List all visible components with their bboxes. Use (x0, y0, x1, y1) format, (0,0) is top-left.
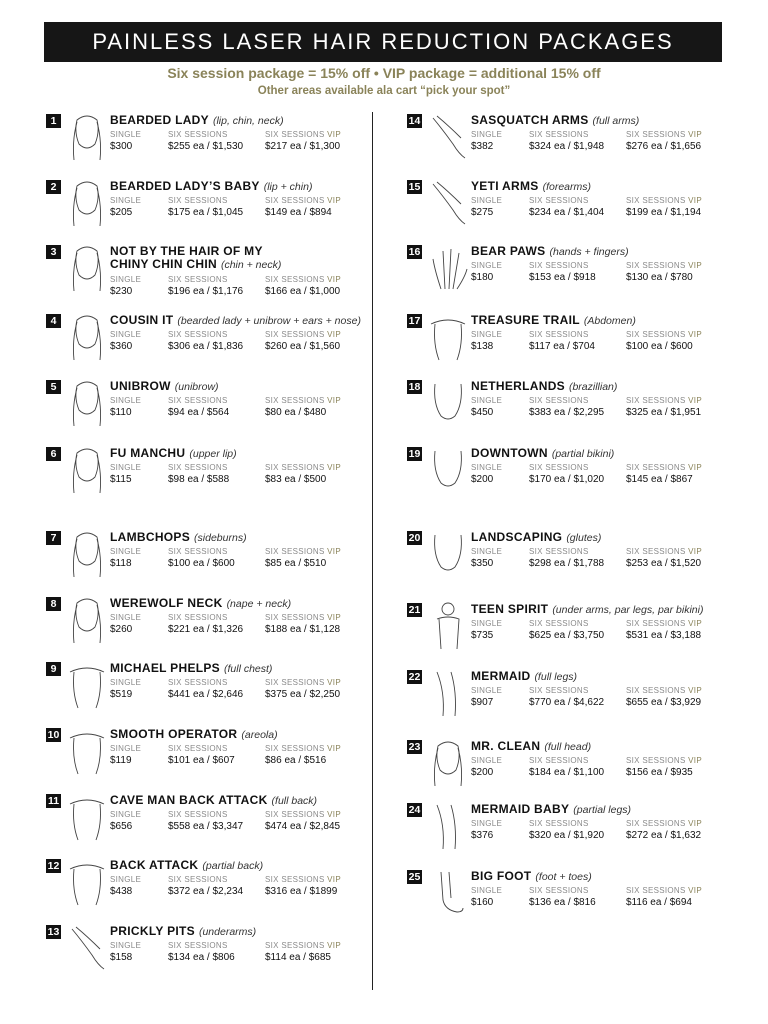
package-offer: Six session package = 15% off • VIP package = additional 15% off (167, 65, 601, 81)
package-item (407, 380, 737, 440)
six-sessions-price: $255 ea / $1,530 (168, 141, 244, 152)
six-sessions-label: SIX SESSIONS (529, 886, 589, 895)
vip-label: SIX SESSIONS VIP (265, 196, 341, 205)
face-icon (62, 376, 112, 430)
single-price: $360 (110, 341, 133, 352)
package-name: MERMAID BABY (471, 802, 570, 816)
treatment-area: (forearms) (542, 181, 592, 193)
treatment-area: (full legs) (534, 671, 578, 683)
package-name: CAVE MAN BACK ATTACK (110, 793, 268, 807)
treatment-area: (brazillian) (568, 381, 618, 393)
single-price: $350 (471, 558, 494, 569)
vip-label: SIX SESSIONS VIP (626, 619, 702, 628)
vip-label: SIX SESSIONS VIP (626, 547, 702, 556)
six-sessions-label: SIX SESSIONS (168, 330, 228, 339)
treatment-area: (foot + toes) (535, 871, 592, 883)
leg-icon (423, 666, 473, 720)
hips-icon (423, 443, 473, 497)
item-number: 18 (408, 381, 421, 393)
treatment-area: (full head) (544, 741, 592, 753)
six-sessions-price: $320 ea / $1,920 (529, 830, 605, 841)
package-name: BEARDED LADY’S BABY (110, 179, 260, 193)
package-name: WEREWOLF NECK (110, 596, 223, 610)
package-item (407, 870, 737, 930)
vip-price: $474 ea / $2,845 (265, 821, 341, 832)
single-price: $300 (110, 141, 133, 152)
package-item (407, 245, 737, 305)
six-sessions-price: $94 ea / $564 (168, 407, 230, 418)
item-number: 12 (47, 860, 60, 872)
vip-label: SIX SESSIONS VIP (265, 330, 341, 339)
single-price: $118 (110, 558, 132, 569)
six-sessions-price: $170 ea / $1,020 (529, 474, 605, 485)
item-number: 3 (46, 245, 61, 259)
package-name: BACK ATTACK (110, 858, 199, 872)
vip-label: SIX SESSIONS VIP (626, 196, 702, 205)
vip-price: $217 ea / $1,300 (265, 141, 341, 152)
single-label: SINGLE (110, 678, 142, 687)
vip-label: SIX SESSIONS VIP (265, 810, 341, 819)
single-label: SINGLE (471, 619, 503, 628)
treatment-area: (Abdomen) (583, 315, 636, 327)
six-sessions-price: $558 ea / $3,347 (168, 821, 244, 832)
six-sessions-price: $101 ea / $607 (168, 755, 235, 766)
single-label: SINGLE (110, 613, 142, 622)
single-price: $450 (471, 407, 494, 418)
face-icon (62, 593, 112, 647)
hips-icon (423, 376, 473, 430)
six-sessions-price: $306 ea / $1,836 (168, 341, 244, 352)
vip-price: $149 ea / $894 (265, 207, 332, 218)
face-icon (62, 241, 112, 295)
vip-label: SIX SESSIONS VIP (626, 396, 702, 405)
vip-price: $260 ea / $1,560 (265, 341, 341, 352)
single-label: SINGLE (110, 744, 142, 753)
vip-label: SIX SESSIONS VIP (265, 547, 341, 556)
single-label: SINGLE (471, 130, 503, 139)
item-number: 22 (408, 671, 421, 683)
single-label: SINGLE (110, 547, 142, 556)
item-number: 4 (46, 314, 61, 328)
package-item (46, 794, 376, 854)
vip-label: SIX SESSIONS VIP (626, 886, 702, 895)
item-number: 10 (47, 729, 60, 741)
package-name: COUSIN IT (110, 313, 174, 327)
face-icon (62, 443, 112, 497)
single-price: $110 (110, 407, 132, 418)
six-sessions-price: $324 ea / $1,948 (529, 141, 605, 152)
six-sessions-label: SIX SESSIONS (168, 941, 228, 950)
face-icon (62, 527, 112, 581)
treatment-area: (under arms, par legs, par bikini) (552, 604, 704, 616)
single-price: $382 (471, 141, 494, 152)
item-number: 17 (408, 315, 421, 327)
item-number: 16 (408, 246, 421, 258)
package-name: BEAR PAWS (471, 244, 546, 258)
torso-icon (62, 855, 112, 909)
face-icon (423, 736, 473, 790)
item-number: 24 (408, 804, 421, 816)
item-number: 23 (408, 741, 421, 753)
package-item (46, 728, 376, 788)
vip-price: $114 ea / $685 (265, 952, 331, 963)
treatment-area: (full back) (271, 795, 318, 807)
package-item (407, 603, 737, 663)
vip-price: $272 ea / $1,632 (626, 830, 702, 841)
leg-icon (423, 799, 473, 853)
face-icon (62, 176, 112, 230)
vip-label: SIX SESSIONS VIP (265, 396, 341, 405)
package-item (407, 114, 737, 174)
package-name: TEEN SPIRIT (471, 602, 549, 616)
foot-icon (423, 866, 473, 920)
package-item (46, 531, 376, 591)
treatment-area: (lip + chin) (263, 181, 313, 193)
package-item (46, 925, 376, 985)
package-item (46, 662, 376, 722)
single-label: SINGLE (110, 875, 142, 884)
package-item (46, 180, 376, 240)
package-item (407, 447, 737, 507)
single-price: $160 (471, 897, 494, 908)
page-title: PAINLESS LASER HAIR REDUCTION PACKAGES (44, 22, 722, 62)
vip-price: $145 ea / $867 (626, 474, 693, 485)
vip-label: SIX SESSIONS VIP (626, 261, 702, 270)
torso-icon (62, 790, 112, 844)
vip-price: $130 ea / $780 (626, 272, 693, 283)
treatment-area: (sideburns) (194, 532, 247, 544)
treatment-area: (bearded lady + unibrow + ears + nose) (177, 315, 361, 327)
six-sessions-price: $221 ea / $1,326 (168, 624, 244, 635)
six-sessions-price: $117 ea / $704 (529, 341, 595, 352)
body-icon (423, 599, 473, 653)
single-label: SINGLE (110, 463, 142, 472)
face-icon (62, 110, 112, 164)
six-sessions-label: SIX SESSIONS (168, 275, 228, 284)
package-name: FU MANCHU (110, 446, 186, 460)
single-label: SINGLE (471, 756, 503, 765)
single-price: $119 (110, 755, 132, 766)
vip-price: $80 ea / $480 (265, 407, 327, 418)
package-name: NETHERLANDS (471, 379, 565, 393)
item-number: 11 (47, 795, 60, 807)
single-price: $200 (471, 767, 494, 778)
vip-label: SIX SESSIONS VIP (626, 686, 702, 695)
six-sessions-price: $184 ea / $1,100 (529, 767, 605, 778)
package-item (407, 180, 737, 240)
six-sessions-label: SIX SESSIONS (529, 686, 589, 695)
single-price: $230 (110, 286, 133, 297)
vip-price: $86 ea / $516 (265, 755, 327, 766)
package-item (46, 114, 376, 174)
package-name: BEARDED LADY (110, 113, 209, 127)
hand-icon (423, 241, 473, 295)
six-sessions-label: SIX SESSIONS (529, 756, 589, 765)
package-item (46, 380, 376, 440)
six-sessions-label: SIX SESSIONS (168, 875, 228, 884)
six-sessions-label: SIX SESSIONS (168, 547, 228, 556)
vip-price: $276 ea / $1,656 (626, 141, 702, 152)
vip-price: $316 ea / $1899 (265, 886, 338, 897)
six-sessions-label: SIX SESSIONS (168, 678, 228, 687)
treatment-area: (partial back) (202, 860, 264, 872)
six-sessions-label: SIX SESSIONS (529, 196, 589, 205)
vip-label: SIX SESSIONS VIP (265, 275, 341, 284)
package-item (46, 597, 376, 657)
treatment-area: (upper lip) (189, 448, 237, 460)
six-sessions-label: SIX SESSIONS (529, 463, 589, 472)
package-name: YETI ARMS (471, 179, 539, 193)
six-sessions-price: $372 ea / $2,234 (168, 886, 244, 897)
package-item (407, 314, 737, 374)
six-sessions-price: $196 ea / $1,176 (168, 286, 244, 297)
six-sessions-label: SIX SESSIONS (168, 463, 228, 472)
single-label: SINGLE (471, 819, 503, 828)
package-name: UNIBROW (110, 379, 171, 393)
vip-label: SIX SESSIONS VIP (265, 463, 341, 472)
vip-price: $531 ea / $3,188 (626, 630, 702, 641)
vip-price: $325 ea / $1,951 (626, 407, 702, 418)
vip-label: SIX SESSIONS VIP (265, 941, 341, 950)
vip-price: $166 ea / $1,000 (265, 286, 341, 297)
treatment-area: (full chest) (224, 663, 273, 675)
package-item (407, 670, 737, 730)
six-sessions-price: $383 ea / $2,295 (529, 407, 605, 418)
item-number: 15 (408, 181, 421, 193)
single-price: $656 (110, 821, 133, 832)
hips-icon (423, 527, 473, 581)
single-label: SINGLE (471, 886, 503, 895)
item-number: 19 (408, 448, 421, 460)
package-name: LAMBCHOPS (110, 530, 191, 544)
package-item (46, 314, 376, 374)
six-sessions-label: SIX SESSIONS (168, 396, 228, 405)
package-name: TREASURE TRAIL (471, 313, 580, 327)
six-sessions-label: SIX SESSIONS (529, 396, 589, 405)
arm-icon (423, 110, 473, 164)
single-label: SINGLE (110, 810, 142, 819)
six-sessions-price: $175 ea / $1,045 (168, 207, 244, 218)
treatment-area: (partial bikini) (551, 448, 615, 460)
six-sessions-label: SIX SESSIONS (529, 261, 589, 270)
vip-price: $188 ea / $1,128 (265, 624, 341, 635)
ala-carte-note: Other areas available ala cart “pick your spot” (257, 85, 511, 97)
vip-label: SIX SESSIONS VIP (626, 130, 702, 139)
vip-label: SIX SESSIONS VIP (265, 875, 341, 884)
package-name: SMOOTH OPERATOR (110, 727, 238, 741)
item-number: 1 (46, 114, 61, 128)
single-price: $138 (471, 341, 494, 352)
vip-label: SIX SESSIONS VIP (265, 130, 341, 139)
single-label: SINGLE (471, 463, 503, 472)
vip-label: SIX SESSIONS VIP (626, 463, 702, 472)
package-item (407, 803, 737, 863)
package-name: MR. CLEAN (471, 739, 541, 753)
single-price: $200 (471, 474, 494, 485)
single-label: SINGLE (110, 941, 142, 950)
six-sessions-price: $134 ea / $806 (168, 952, 235, 963)
six-sessions-label: SIX SESSIONS (529, 330, 589, 339)
torso-icon (423, 310, 473, 364)
package-name: PRICKLY PITS (110, 924, 195, 938)
vip-price: $85 ea / $510 (265, 558, 327, 569)
single-label: SINGLE (471, 330, 503, 339)
vip-price: $253 ea / $1,520 (626, 558, 702, 569)
single-label: SINGLE (471, 196, 503, 205)
single-label: SINGLE (110, 130, 142, 139)
treatment-area: (glutes) (566, 532, 602, 544)
six-sessions-price: $98 ea / $588 (168, 474, 230, 485)
package-name: SASQUATCH ARMS (471, 113, 589, 127)
single-label: SINGLE (110, 275, 142, 284)
single-price: $735 (471, 630, 494, 641)
single-label: SINGLE (471, 396, 503, 405)
single-price: $275 (471, 207, 494, 218)
single-label: SINGLE (471, 686, 503, 695)
six-sessions-price: $441 ea / $2,646 (168, 689, 244, 700)
six-sessions-price: $100 ea / $600 (168, 558, 235, 569)
treatment-area: (full arms) (592, 115, 640, 127)
vip-price: $116 ea / $694 (626, 897, 692, 908)
item-number: 13 (47, 926, 60, 938)
treatment-area: (partial legs) (573, 804, 632, 816)
package-name: NOT BY THE HAIR OF MY (110, 244, 263, 258)
six-sessions-label: SIX SESSIONS (529, 819, 589, 828)
six-sessions-label: SIX SESSIONS (168, 130, 228, 139)
treatment-area: (lip, chin, neck) (212, 115, 284, 127)
single-price: $205 (110, 207, 133, 218)
item-number: 6 (46, 447, 61, 461)
package-name-line2: CHINY CHIN CHIN (110, 257, 217, 271)
treatment-area: (hands + fingers) (549, 246, 629, 258)
six-sessions-price: $298 ea / $1,788 (529, 558, 605, 569)
vip-label: SIX SESSIONS VIP (626, 819, 702, 828)
six-sessions-label: SIX SESSIONS (168, 810, 228, 819)
single-price: $438 (110, 886, 133, 897)
vip-label: SIX SESSIONS VIP (265, 678, 341, 687)
package-name: MERMAID (471, 669, 531, 683)
package-name: MICHAEL PHELPS (110, 661, 220, 675)
arm-icon (62, 921, 112, 975)
six-sessions-price: $234 ea / $1,404 (529, 207, 605, 218)
six-sessions-label: SIX SESSIONS (168, 196, 228, 205)
single-label: SINGLE (110, 330, 142, 339)
vip-label: SIX SESSIONS VIP (265, 613, 341, 622)
item-number: 8 (46, 597, 61, 611)
six-sessions-price: $153 ea / $918 (529, 272, 596, 283)
package-name: DOWNTOWN (471, 446, 548, 460)
face-icon (62, 310, 112, 364)
vip-price: $375 ea / $2,250 (265, 689, 341, 700)
package-item (46, 245, 376, 305)
vip-price: $100 ea / $600 (626, 341, 693, 352)
item-number: 5 (46, 380, 61, 394)
vip-price: $655 ea / $3,929 (626, 697, 702, 708)
single-price: $907 (471, 697, 494, 708)
vip-price: $199 ea / $1,194 (626, 207, 702, 218)
vip-label: SIX SESSIONS VIP (626, 756, 702, 765)
six-sessions-label: SIX SESSIONS (529, 547, 589, 556)
single-label: SINGLE (110, 396, 142, 405)
vip-label: SIX SESSIONS VIP (265, 744, 341, 753)
package-name: BIG FOOT (471, 869, 532, 883)
package-item (407, 531, 737, 591)
torso-icon (62, 724, 112, 778)
torso-icon (62, 658, 112, 712)
arm-icon (423, 176, 473, 230)
treatment-area: (areola) (241, 729, 278, 741)
six-sessions-price: $770 ea / $4,622 (529, 697, 605, 708)
single-price: $115 (110, 474, 132, 485)
single-price: $158 (110, 952, 133, 963)
package-item (407, 740, 737, 800)
six-sessions-label: SIX SESSIONS (168, 613, 228, 622)
six-sessions-price: $625 ea / $3,750 (529, 630, 605, 641)
single-price: $376 (471, 830, 494, 841)
single-label: SINGLE (471, 261, 503, 270)
vip-price: $83 ea / $500 (265, 474, 327, 485)
treatment-area: (underarms) (198, 926, 257, 938)
single-price: $519 (110, 689, 133, 700)
six-sessions-label: SIX SESSIONS (529, 130, 589, 139)
item-number: 7 (46, 531, 61, 545)
package-item (46, 859, 376, 919)
item-number: 14 (408, 115, 421, 127)
six-sessions-label: SIX SESSIONS (168, 744, 228, 753)
single-label: SINGLE (110, 196, 142, 205)
six-sessions-price: $136 ea / $816 (529, 897, 596, 908)
package-item (46, 447, 376, 507)
item-number: 9 (46, 662, 61, 676)
single-label: SINGLE (471, 547, 503, 556)
vip-label: SIX SESSIONS VIP (626, 330, 702, 339)
item-number: 21 (408, 604, 421, 616)
single-price: $180 (471, 272, 494, 283)
package-name: LANDSCAPING (471, 530, 563, 544)
single-price: $260 (110, 624, 133, 635)
item-number: 25 (408, 871, 421, 883)
item-number: 2 (46, 180, 61, 194)
item-number: 20 (408, 532, 421, 544)
treatment-area: (nape + neck) (226, 598, 292, 610)
six-sessions-label: SIX SESSIONS (529, 619, 589, 628)
vip-price: $156 ea / $935 (626, 767, 693, 778)
treatment-area: (chin + neck) (220, 259, 282, 271)
treatment-area: (unibrow) (174, 381, 219, 393)
